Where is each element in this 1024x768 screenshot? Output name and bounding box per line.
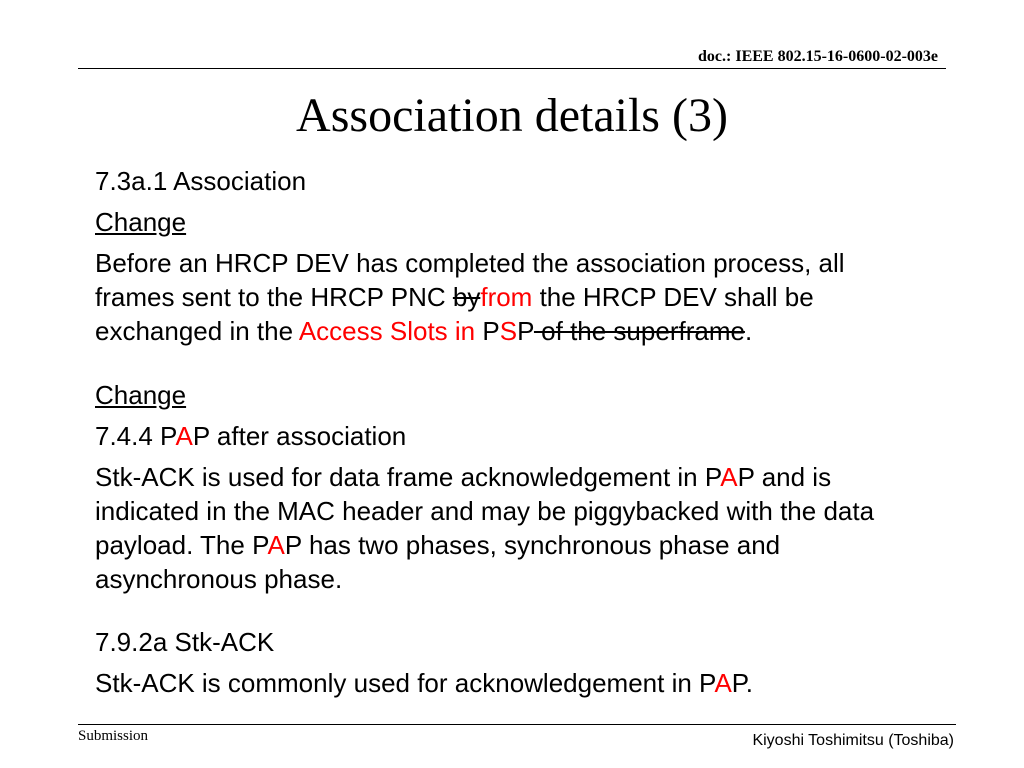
- document-id: doc.: IEEE 802.15-16-0600-02-003e: [698, 48, 938, 65]
- section-heading: 7.9.2a Stk-ACK: [95, 627, 275, 657]
- paragraph-line: [95, 666, 975, 700]
- paragraph-line: Before an HRCP DEV has completed the association process, all: [95, 248, 845, 278]
- section-pap: [95, 378, 975, 596]
- inserted-text: A: [175, 421, 193, 451]
- text-run: P after association: [192, 421, 407, 451]
- section-heading: 7.3a.1 Association: [95, 166, 307, 196]
- inserted-text: from: [480, 282, 533, 312]
- deleted-text: of the superframe: [533, 316, 745, 346]
- text-run: frames sent to the HRCP PNC: [95, 282, 453, 312]
- change-label: Change: [95, 207, 187, 237]
- text-run: P has two phases, synchronous phase and: [284, 530, 781, 560]
- text-run: payload. The P: [95, 530, 268, 560]
- inserted-text: A: [714, 668, 732, 698]
- footer-author: Kiyoshi Toshimitsu (Toshiba): [752, 732, 954, 749]
- section-stk-ack: [95, 625, 975, 700]
- paragraph-line: [95, 314, 975, 348]
- footer-submission: Submission: [78, 728, 149, 744]
- text-run: exchanged in the: [95, 316, 299, 346]
- text-run: .: [744, 316, 753, 346]
- text-run: P: [517, 316, 534, 346]
- text-run: Stk-ACK is used for data frame acknowledgement in P: [95, 462, 721, 492]
- inserted-text: A: [267, 530, 285, 560]
- header-divider: [78, 68, 946, 69]
- paragraph-line: [95, 460, 975, 494]
- paragraph-line: [95, 280, 975, 314]
- deleted-text: by: [452, 282, 481, 312]
- text-run: P: [475, 316, 500, 346]
- section-association: [95, 164, 975, 348]
- section-heading: [95, 419, 975, 453]
- paragraph-line: [95, 528, 975, 562]
- inserted-text: Access Slots in: [298, 316, 476, 346]
- footer-divider: [78, 724, 956, 725]
- inserted-text: A: [720, 462, 738, 492]
- inserted-text: S: [499, 316, 518, 346]
- paragraph-line: asynchronous phase.: [95, 564, 343, 594]
- text-run: the HRCP DEV shall be: [532, 282, 814, 312]
- paragraph-line: indicated in the MAC header and may be piggybacked with the data: [95, 496, 875, 526]
- change-label: Change: [95, 380, 187, 410]
- text-run: P and is: [737, 462, 832, 492]
- text-run: 7.4.4 P: [95, 421, 176, 451]
- text-run: P.: [731, 668, 754, 698]
- slide-title: Association details (3): [296, 89, 728, 142]
- text-run: Stk-ACK is commonly used for acknowledgement in P: [95, 668, 715, 698]
